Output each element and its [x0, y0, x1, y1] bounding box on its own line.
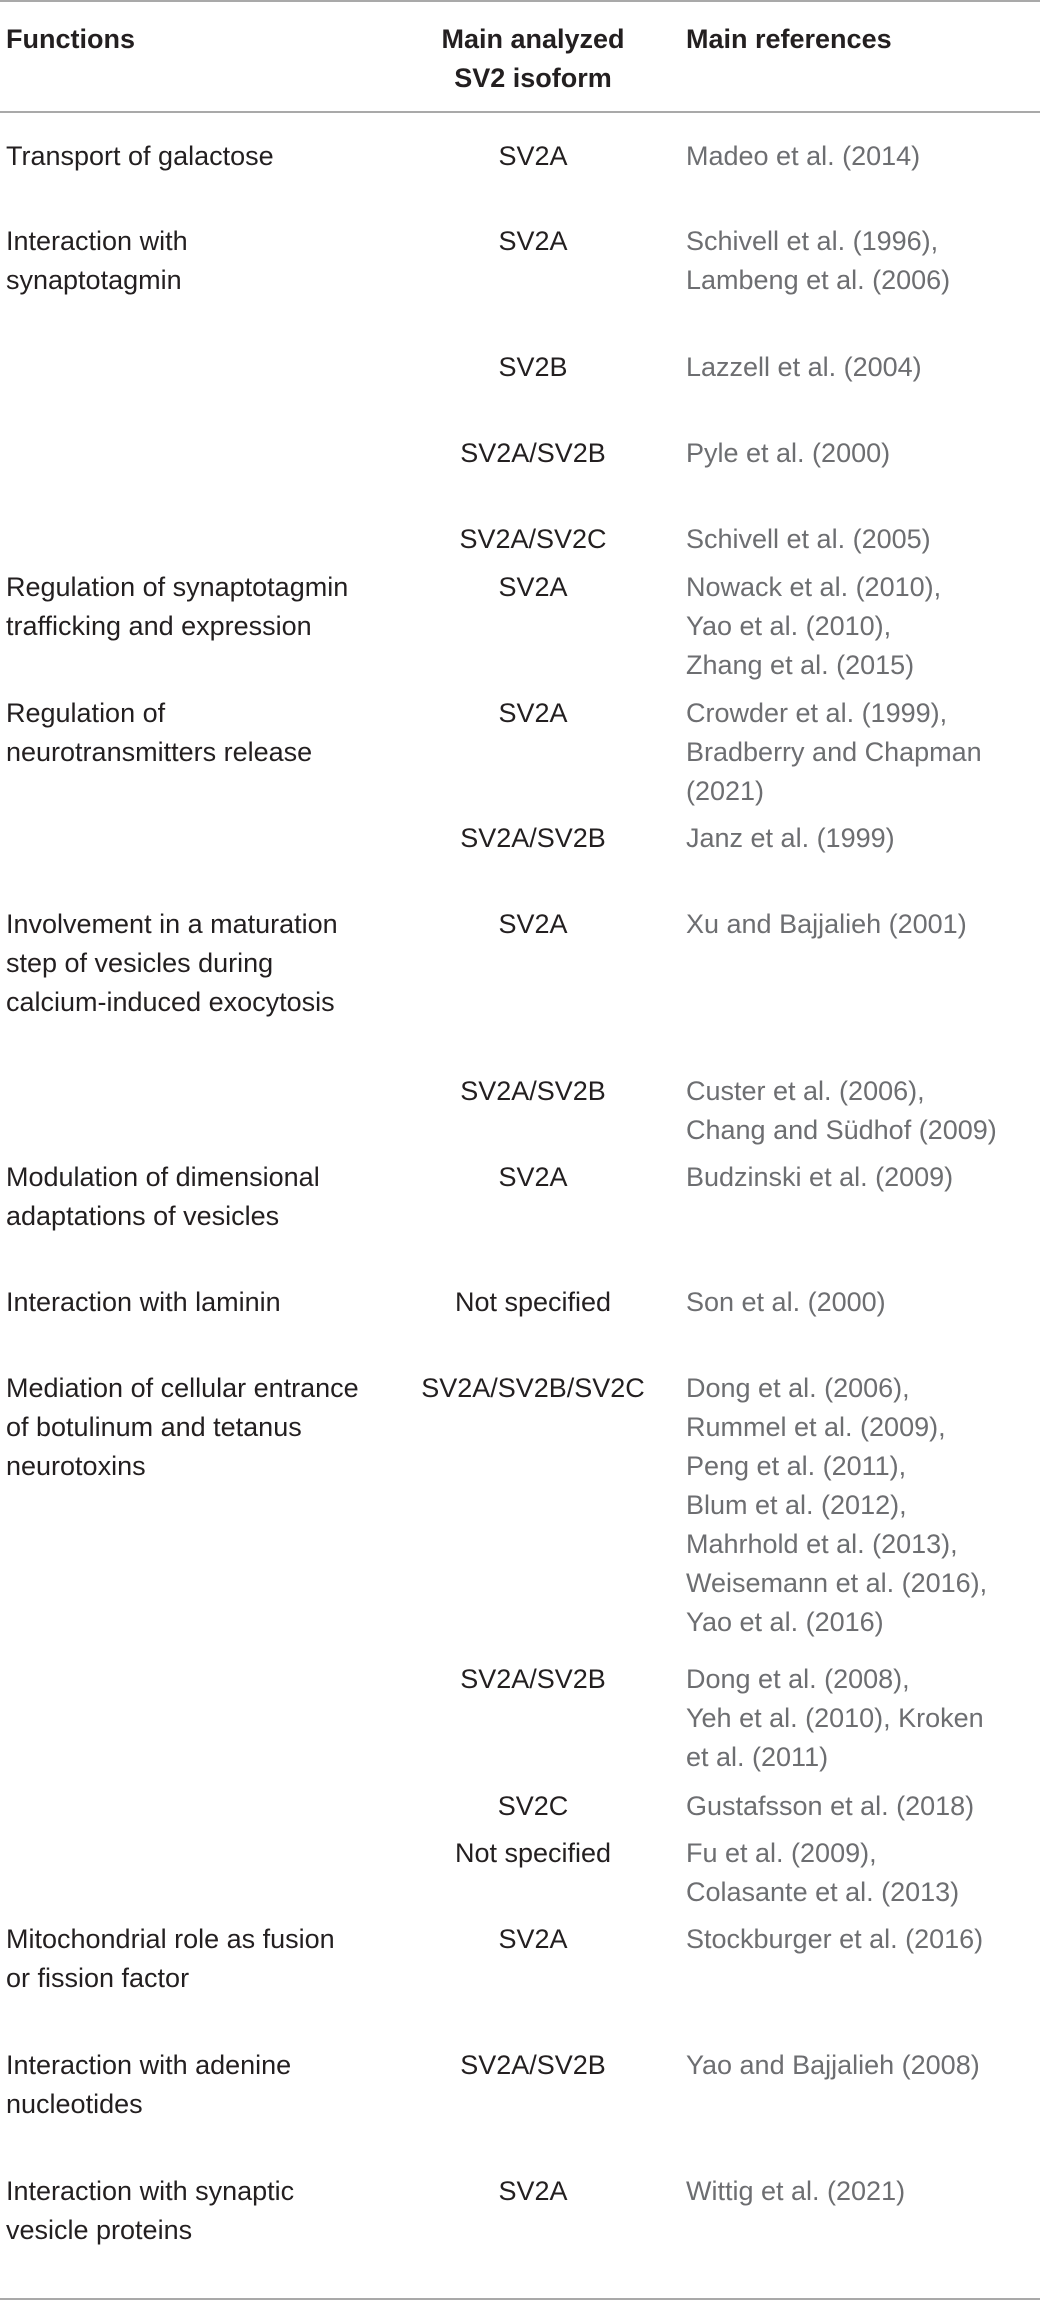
references-cell	[686, 434, 1036, 473]
function-cell	[6, 1158, 386, 1236]
isoform-cell: SV2A	[498, 1924, 568, 1954]
references-cell	[686, 905, 1036, 944]
reference-line: Peng et al. (2011),	[686, 1451, 907, 1481]
references-cell	[686, 1834, 1036, 1912]
header-functions: Functions	[6, 24, 135, 54]
references-cell	[686, 2172, 1036, 2211]
function-cell	[6, 694, 386, 772]
function-line: Mitochondrial role as fusion	[6, 1924, 335, 1954]
function-line: neurotransmitters release	[6, 737, 313, 767]
function-line: nucleotides	[6, 2089, 143, 2119]
function-cell	[6, 2172, 386, 2250]
isoform-cell: SV2A	[498, 909, 568, 939]
function-line: Interaction with	[6, 226, 188, 256]
function-line: Transport of galactose	[6, 141, 274, 171]
reference-line: Nowack et al. (2010),	[686, 572, 942, 602]
isoform-cell: SV2A/SV2B	[460, 438, 606, 468]
reference-line: Wittig et al. (2021)	[686, 2176, 906, 2206]
isoform-cell: SV2A	[498, 141, 568, 171]
function-line: adaptations of vesicles	[6, 1201, 280, 1231]
reference-line: Rummel et al. (2009),	[686, 1412, 946, 1442]
reference-line: Dong et al. (2008),	[686, 1664, 910, 1694]
isoform-cell: SV2A/SV2B/SV2C	[421, 1373, 645, 1403]
reference-line: et al. (2011)	[686, 1742, 829, 1772]
isoform-cell: SV2A	[498, 698, 568, 728]
references-cell	[686, 137, 1036, 176]
reference-line: Lambeng et al. (2006)	[686, 265, 951, 295]
table-top-rule	[0, 0, 1040, 2]
isoform-cell: Not specified	[454, 1287, 612, 1317]
references-cell	[686, 1283, 1036, 1322]
isoform-cell: SV2C	[497, 1791, 569, 1821]
references-cell	[686, 1920, 1036, 1959]
references-cell	[686, 2046, 1036, 2085]
function-line: or fission factor	[6, 1963, 190, 1993]
reference-line: Fu et al. (2009),	[686, 1838, 877, 1868]
isoform-cell: SV2A/SV2B	[460, 2050, 606, 2080]
references-cell	[686, 1787, 1036, 1826]
reference-line: Gustafsson et al. (2018)	[686, 1791, 975, 1821]
references-cell	[686, 819, 1036, 858]
reference-line: Colasante et al. (2013)	[686, 1877, 960, 1907]
references-cell	[686, 222, 1036, 300]
references-cell	[686, 694, 1036, 811]
reference-line: Son et al. (2000)	[686, 1287, 886, 1317]
isoform-cell: SV2A	[498, 572, 568, 602]
reference-line: Pyle et al. (2000)	[686, 438, 891, 468]
header-isoform	[400, 20, 666, 98]
reference-line: Madeo et al. (2014)	[686, 141, 921, 171]
references-cell	[686, 1072, 1036, 1150]
isoform-cell: SV2A/SV2B	[460, 1664, 606, 1694]
isoform-cell: SV2A	[498, 1162, 568, 1192]
function-line: calcium-induced exocytosis	[6, 987, 335, 1017]
function-cell	[6, 905, 386, 1022]
header-isoform-line2: SV2 isoform	[454, 63, 612, 93]
table-bottom-rule	[0, 2298, 1040, 2300]
function-line: of botulinum and tetanus	[6, 1412, 302, 1442]
isoform-cell: SV2A	[498, 2176, 568, 2206]
references-cell	[686, 1660, 1036, 1777]
references-cell	[686, 1158, 1036, 1197]
function-line: vesicle proteins	[6, 2215, 193, 2245]
function-cell	[6, 1920, 386, 1998]
reference-line: (2021)	[686, 776, 765, 806]
reference-line: Yeh et al. (2010), Kroken	[686, 1703, 984, 1733]
function-line: Interaction with synaptic	[6, 2176, 295, 2206]
function-line: Mediation of cellular entrance	[6, 1373, 359, 1403]
isoform-cell: Not specified	[454, 1838, 612, 1868]
reference-line: Xu and Bajjalieh (2001)	[686, 909, 967, 939]
isoform-cell: SV2A/SV2B	[460, 823, 606, 853]
function-cell	[6, 2046, 386, 2124]
function-cell	[6, 568, 386, 646]
isoform-cell: SV2A/SV2C	[459, 524, 607, 554]
function-line: Modulation of dimensional	[6, 1162, 320, 1192]
reference-line: Yao and Bajjalieh (2008)	[686, 2050, 980, 2080]
table-header-rule	[0, 111, 1040, 113]
reference-line: Crowder et al. (1999),	[686, 698, 948, 728]
function-cell	[6, 1369, 386, 1486]
function-line: Involvement in a maturation	[6, 909, 338, 939]
reference-line: Mahrhold et al. (2013),	[686, 1529, 958, 1559]
reference-line: Dong et al. (2006),	[686, 1373, 910, 1403]
references-cell	[686, 520, 1036, 559]
reference-line: Chang and Südhof (2009)	[686, 1115, 997, 1145]
header-isoform-line1: Main analyzed	[441, 24, 625, 54]
function-cell	[6, 137, 386, 176]
references-cell	[686, 568, 1036, 685]
reference-line: Janz et al. (1999)	[686, 823, 895, 853]
isoform-cell: SV2A/SV2B	[460, 1076, 606, 1106]
isoform-cell: SV2A	[498, 226, 568, 256]
reference-line: Lazzell et al. (2004)	[686, 352, 922, 382]
reference-line: Weisemann et al. (2016),	[686, 1568, 988, 1598]
function-line: Interaction with adenine	[6, 2050, 292, 2080]
function-cell	[6, 222, 386, 300]
reference-line: Stockburger et al. (2016)	[686, 1924, 984, 1954]
reference-line: Schivell et al. (1996),	[686, 226, 939, 256]
function-cell	[6, 1283, 386, 1322]
reference-line: Budzinski et al. (2009)	[686, 1162, 954, 1192]
reference-line: Schivell et al. (2005)	[686, 524, 931, 554]
reference-line: Blum et al. (2012),	[686, 1490, 907, 1520]
header-references: Main references	[686, 24, 892, 54]
isoform-cell: SV2B	[498, 352, 568, 382]
function-line: trafficking and expression	[6, 611, 312, 641]
function-line: Interaction with laminin	[6, 1287, 281, 1317]
reference-line: Bradberry and Chapman	[686, 737, 982, 767]
function-line: synaptotagmin	[6, 265, 182, 295]
references-cell	[686, 1369, 1036, 1642]
reference-line: Zhang et al. (2015)	[686, 650, 915, 680]
references-cell	[686, 348, 1036, 387]
reference-line: Custer et al. (2006),	[686, 1076, 925, 1106]
reference-line: Yao et al. (2016)	[686, 1607, 884, 1637]
function-line: Regulation of synaptotagmin	[6, 572, 349, 602]
reference-line: Yao et al. (2010),	[686, 611, 892, 641]
function-line: Regulation of	[6, 698, 166, 728]
function-line: step of vesicles during	[6, 948, 274, 978]
function-line: neurotoxins	[6, 1451, 146, 1481]
